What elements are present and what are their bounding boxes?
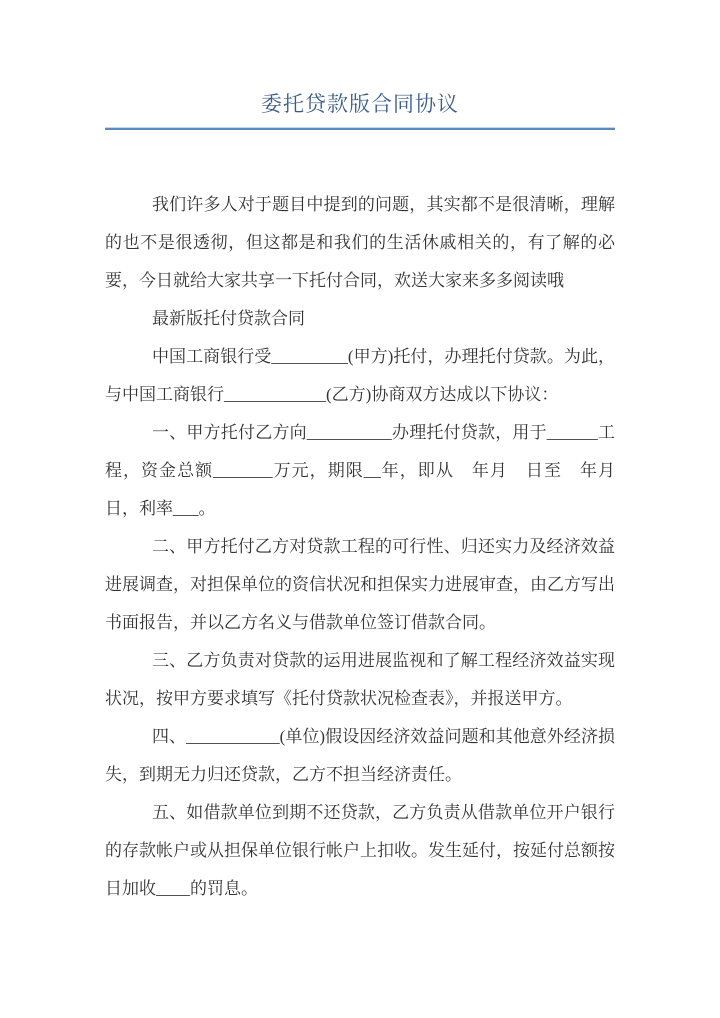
paragraph-4: 一、甲方托付乙方向__________办理托付贷款，用于______工程，资金总额_______万元，期限__年，即从 年月 日至 年月日，利率___。 bbox=[105, 423, 615, 518]
paragraph-1: 我们许多人对于题目中提到的问题，其实都不是很清晰，理解的也不是很透彻，但这都是和我们的生活休戚相关的，有了解的必要，今日就给大家共享一下托付合同，欢送大家来多多阅读哦 bbox=[105, 195, 615, 290]
paragraph-5: 二、甲方托付乙方对贷款工程的可行性、归还实力及经济效益进展调查，对担保单位的资信状况和担保实力进展审查，由乙方写出书面报告，并以乙方名义与借款单位签订借款合同。 bbox=[105, 537, 615, 632]
paragraph-8: 五、如借款单位到期不还贷款，乙方负责从借款单位开户银行的存款帐户或从担保单位银行帐户上扣收。发生延付，按延付总额按日加收____的罚息。 bbox=[105, 803, 615, 898]
paragraph-6: 三、乙方负责对贷款的运用进展监视和了解工程经济效益实现状况，按甲方要求填写《托付贷款状况检查表》，并报送甲方。 bbox=[105, 651, 615, 708]
paragraph-7: 四、___________(单位)假设因经济效益问题和其他意外经济损失，到期无力归还贷款，乙方不担当经济责任。 bbox=[105, 727, 615, 784]
page-title: 委托贷款版合同协议 bbox=[261, 92, 459, 116]
document-body bbox=[105, 186, 615, 908]
document-content bbox=[105, 0, 615, 908]
title-divider bbox=[105, 128, 615, 130]
paragraph-3: 中国工商银行受_________(甲方)托付，办理托付贷款。为此，与中国工商银行____________(乙方)协商双方达成以下协议： bbox=[105, 347, 615, 404]
paragraph-2: 最新版托付贷款合同 bbox=[152, 309, 305, 328]
